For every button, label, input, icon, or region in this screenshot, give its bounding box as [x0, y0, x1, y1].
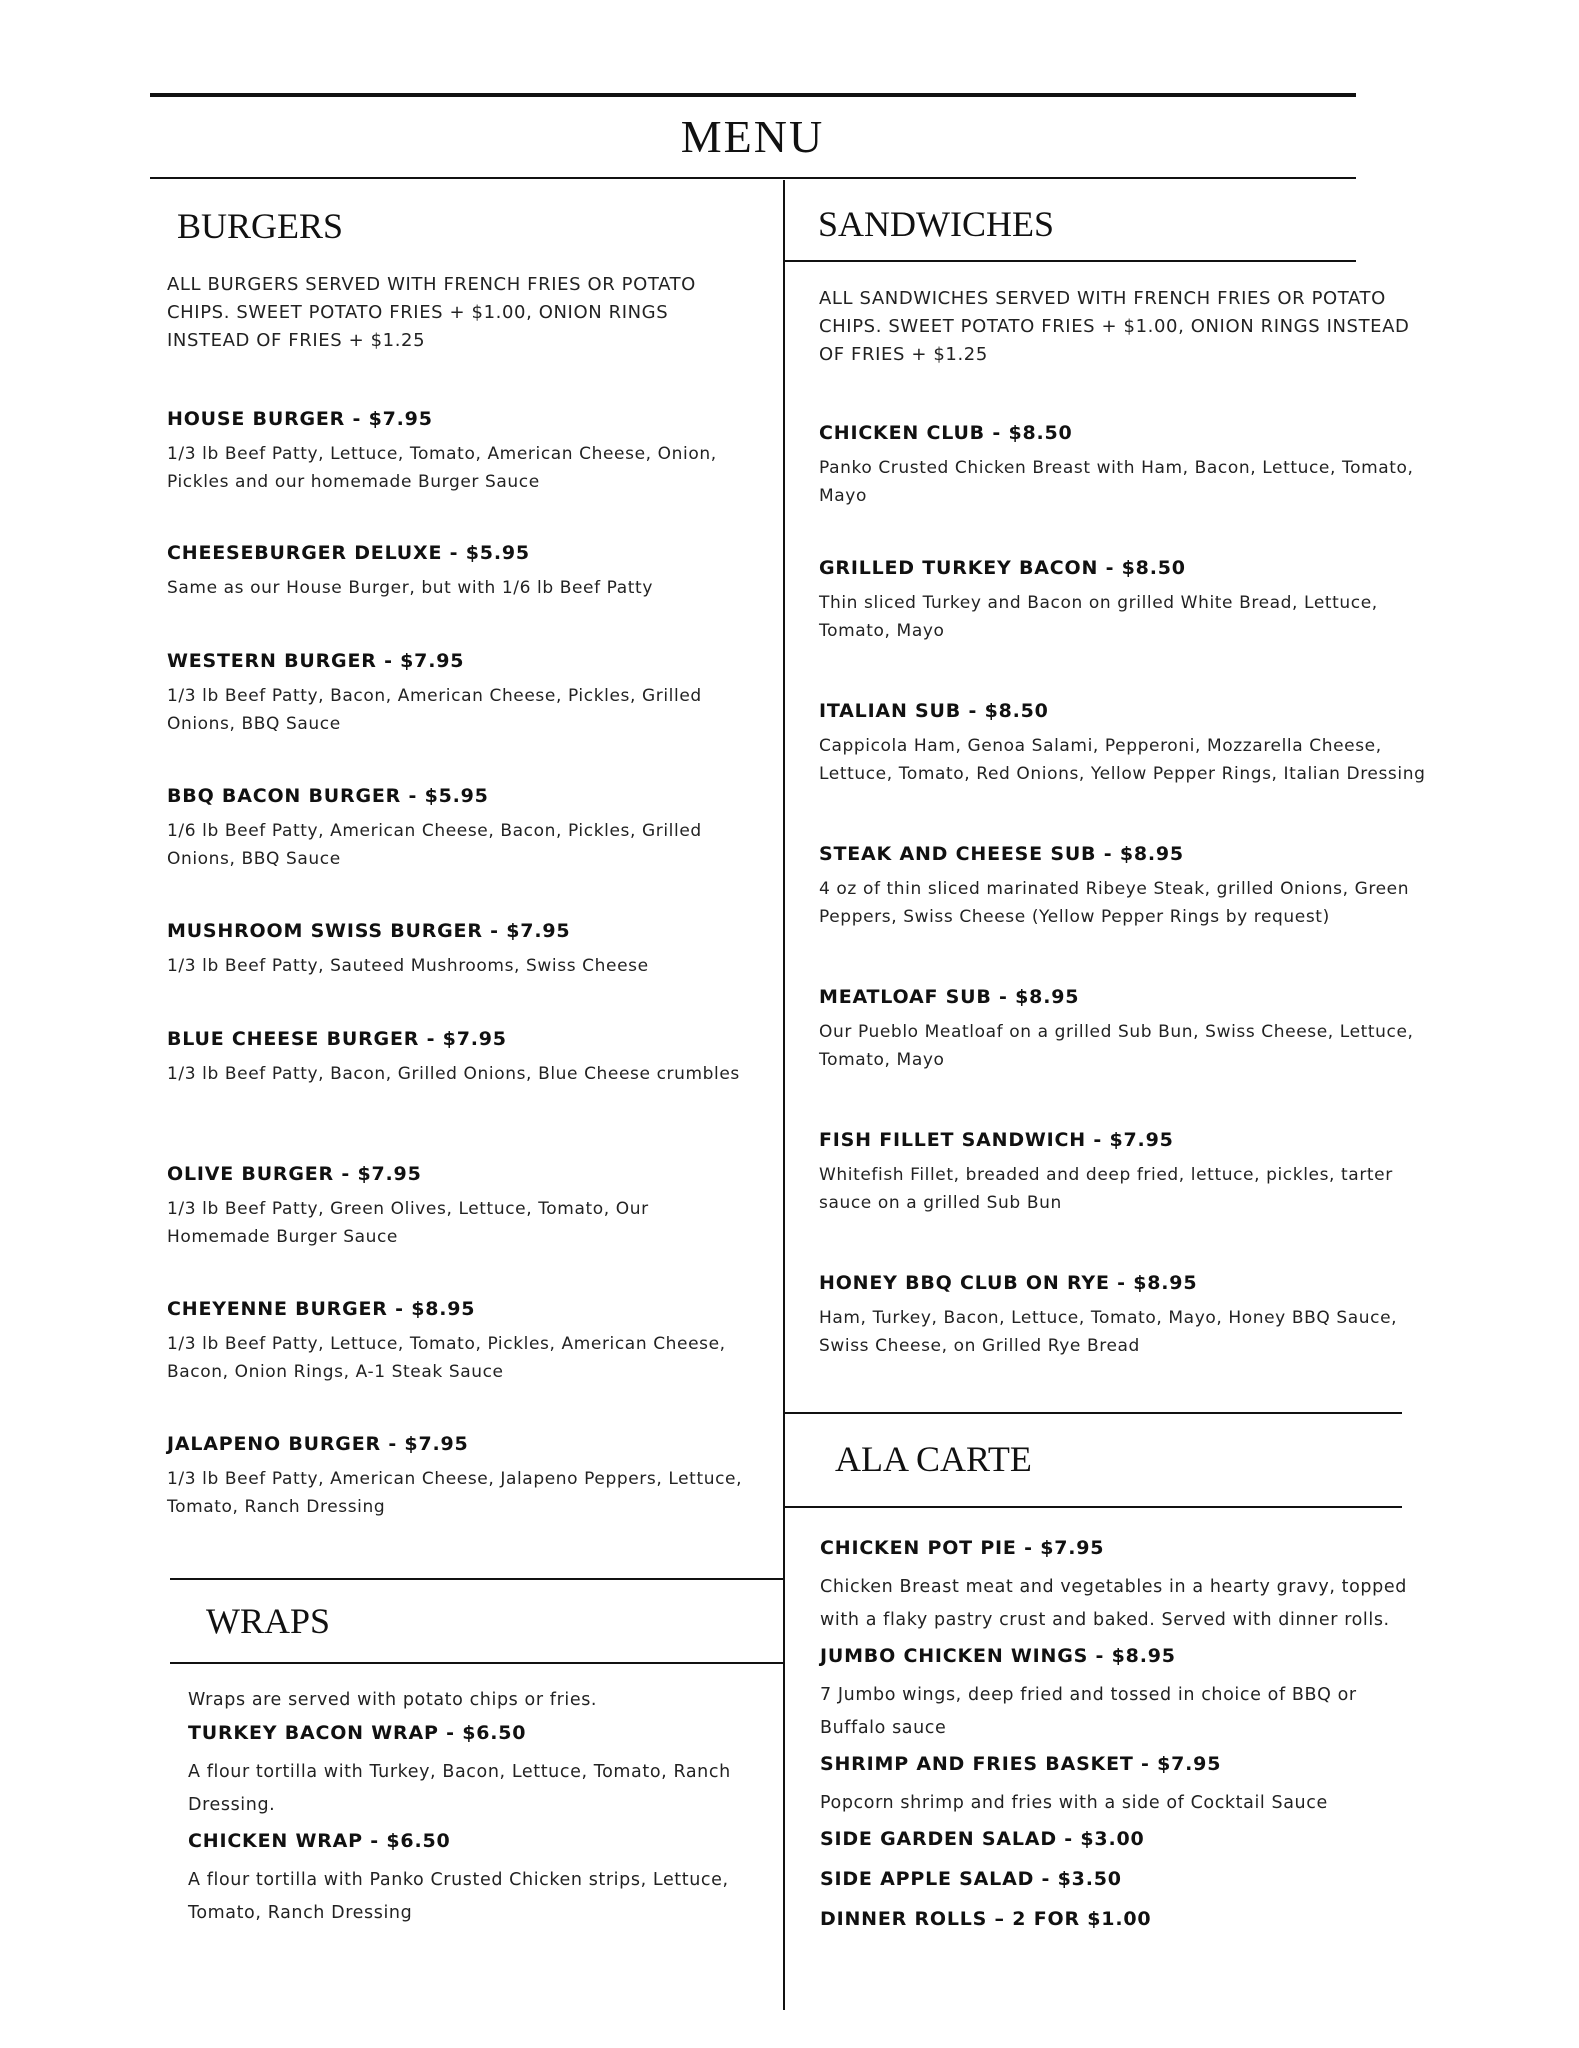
menu-item — [819, 557, 1439, 645]
item-description: Cappicola Ham, Genoa Salami, Pepperoni, Mozzarella Cheese, Lettuce, Tomato, Red Onions, Yellow Pepper Rings, Italian Dressing — [819, 736, 1426, 784]
menu-item — [819, 422, 1439, 510]
menu-item — [167, 650, 757, 738]
menu-item — [167, 785, 757, 873]
menu-item — [819, 1129, 1439, 1217]
item-name: BBQ BACON BURGER - $5.95 — [167, 785, 489, 807]
item-description: 7 Jumbo wings, deep fried and tossed in choice of BBQ or Buffalo sauce — [820, 1685, 1357, 1738]
sandwiches-note: ALL SANDWICHES SERVED WITH FRENCH FRIES OR POTATO CHIPS. SWEET POTATO FRIES + $1.00, ONION RINGS INSTEAD OF FRIES + $1.25 — [819, 288, 1410, 365]
item-description: Chicken Breast meat and vegetables in a hearty gravy, topped with a flaky pastry crust and baked. Served with dinner rolls. — [820, 1577, 1407, 1630]
menu-item — [188, 1830, 748, 1930]
burgers-note: ALL BURGERS SERVED WITH FRENCH FRIES OR POTATO CHIPS. SWEET POTATO FRIES + $1.00, ONION RINGS INSTEAD OF FRIES + $1.25 — [167, 274, 696, 351]
alacarte-title-rule — [785, 1506, 1402, 1508]
item-name: SIDE GARDEN SALAD - $3.00 — [820, 1828, 1145, 1850]
item-description: Our Pueblo Meatloaf on a grilled Sub Bun, Swiss Cheese, Lettuce, Tomato, Mayo — [819, 1022, 1414, 1070]
menu-item — [188, 1722, 748, 1822]
alacarte-title: ALA CARTE — [835, 1439, 1032, 1479]
item-description: 1/3 lb Beef Patty, American Cheese, Jalapeno Peppers, Lettuce, Tomato, Ranch Dressing — [167, 1469, 743, 1517]
item-name: SHRIMP AND FRIES BASKET - $7.95 — [820, 1753, 1222, 1775]
menu-item — [167, 1298, 757, 1386]
item-description: 1/3 lb Beef Patty, Bacon, Grilled Onions, Blue Cheese crumbles — [167, 1064, 740, 1084]
menu-item — [819, 1272, 1439, 1360]
item-name: ITALIAN SUB - $8.50 — [819, 700, 1049, 722]
item-description: Panko Crusted Chicken Breast with Ham, Bacon, Lettuce, Tomato, Mayo — [819, 458, 1414, 506]
menu-item — [820, 1753, 1420, 1820]
item-name: MEATLOAF SUB - $8.95 — [819, 986, 1080, 1008]
item-description: Whitefish Fillet, breaded and deep fried, lettuce, pickles, tarter sauce on a grilled Sub Bun — [819, 1165, 1393, 1213]
item-description: 1/3 lb Beef Patty, Green Olives, Lettuce, Tomato, Our Homemade Burger Sauce — [167, 1199, 649, 1247]
item-description: 1/3 lb Beef Patty, Lettuce, Tomato, Pickles, American Cheese, Bacon, Onion Rings, A-1 Steak Sauce — [167, 1334, 726, 1382]
item-name: JALAPENO BURGER - $7.95 — [167, 1433, 469, 1455]
item-name: WESTERN BURGER - $7.95 — [167, 650, 465, 672]
burgers-column — [167, 0, 757, 1570]
item-name: HOUSE BURGER - $7.95 — [167, 408, 433, 430]
menu-item — [819, 700, 1439, 788]
wraps-column — [188, 1686, 748, 1938]
item-name: TURKEY BACON WRAP - $6.50 — [188, 1722, 527, 1744]
item-name: DINNER ROLLS – 2 FOR $1.00 — [820, 1908, 1152, 1930]
sandwiches-column — [819, 0, 1439, 1400]
item-description: A flour tortilla with Turkey, Bacon, Lettuce, Tomato, Ranch Dressing. — [188, 1762, 731, 1815]
sandwiches-title: SANDWICHES — [818, 204, 1055, 244]
item-description: Thin sliced Turkey and Bacon on grilled White Bread, Lettuce, Tomato, Mayo — [819, 593, 1378, 641]
item-description: 1/3 lb Beef Patty, Bacon, American Cheese, Pickles, Grilled Onions, BBQ Sauce — [167, 686, 702, 734]
item-name: FISH FILLET SANDWICH - $7.95 — [819, 1129, 1174, 1151]
item-description: 1/3 lb Beef Patty, Lettuce, Tomato, American Cheese, Onion, Pickles and our homemade Burger Sauce — [167, 444, 717, 492]
menu-item — [167, 920, 757, 980]
menu-item — [167, 1163, 757, 1251]
page-title: MENU — [680, 111, 825, 162]
item-name: CHICKEN CLUB - $8.50 — [819, 422, 1073, 444]
menu-item — [820, 1828, 1420, 1850]
item-name: BLUE CHEESE BURGER - $7.95 — [167, 1028, 507, 1050]
item-name: OLIVE BURGER - $7.95 — [167, 1163, 422, 1185]
menu-item — [820, 1645, 1420, 1745]
item-name: JUMBO CHICKEN WINGS - $8.95 — [820, 1645, 1176, 1667]
item-name: CHICKEN POT PIE - $7.95 — [820, 1537, 1105, 1559]
item-name: STEAK AND CHEESE SUB - $8.95 — [819, 843, 1184, 865]
menu-item — [167, 1028, 757, 1088]
item-name: HONEY BBQ CLUB ON RYE - $8.95 — [819, 1272, 1198, 1294]
item-name: CHEESEBURGER DELUXE - $5.95 — [167, 542, 530, 564]
wraps-title: WRAPS — [206, 1601, 331, 1641]
alacarte-top-rule — [785, 1412, 1402, 1414]
menu-item — [820, 1868, 1420, 1890]
item-description: 1/3 lb Beef Patty, Sauteed Mushrooms, Swiss Cheese — [167, 956, 649, 976]
wraps-top-rule — [170, 1578, 783, 1580]
menu-item — [820, 1537, 1420, 1637]
item-description: A flour tortilla with Panko Crusted Chicken strips, Lettuce, Tomato, Ranch Dressing — [188, 1870, 729, 1923]
item-name: CHICKEN WRAP - $6.50 — [188, 1830, 451, 1852]
menu-item — [167, 408, 757, 496]
burgers-title: BURGERS — [177, 206, 344, 246]
item-name: SIDE APPLE SALAD - $3.50 — [820, 1868, 1122, 1890]
menu-item — [820, 1908, 1420, 1930]
alacarte-column — [820, 1537, 1420, 1948]
item-name: MUSHROOM SWISS BURGER - $7.95 — [167, 920, 571, 942]
menu-item — [819, 986, 1439, 1074]
item-description: Popcorn shrimp and fries with a side of Cocktail Sauce — [820, 1793, 1328, 1813]
item-name: CHEYENNE BURGER - $8.95 — [167, 1298, 476, 1320]
menu-item — [167, 542, 757, 602]
wraps-note: Wraps are served with potato chips or fries. — [188, 1690, 598, 1710]
item-description: Ham, Turkey, Bacon, Lettuce, Tomato, Mayo, Honey BBQ Sauce, Swiss Cheese, on Grilled Rye Bread — [819, 1308, 1398, 1356]
item-description: Same as our House Burger, but with 1/6 lb Beef Patty — [167, 578, 653, 598]
menu-item — [167, 1433, 757, 1521]
item-name: GRILLED TURKEY BACON - $8.50 — [819, 557, 1186, 579]
item-description: 4 oz of thin sliced marinated Ribeye Steak, grilled Onions, Green Peppers, Swiss Cheese (Yellow Pepper Rings by request) — [819, 879, 1410, 927]
item-description: 1/6 lb Beef Patty, American Cheese, Bacon, Pickles, Grilled Onions, BBQ Sauce — [167, 821, 702, 869]
wraps-title-rule — [170, 1662, 783, 1664]
center-divider — [783, 180, 785, 2010]
menu-item — [819, 843, 1439, 931]
